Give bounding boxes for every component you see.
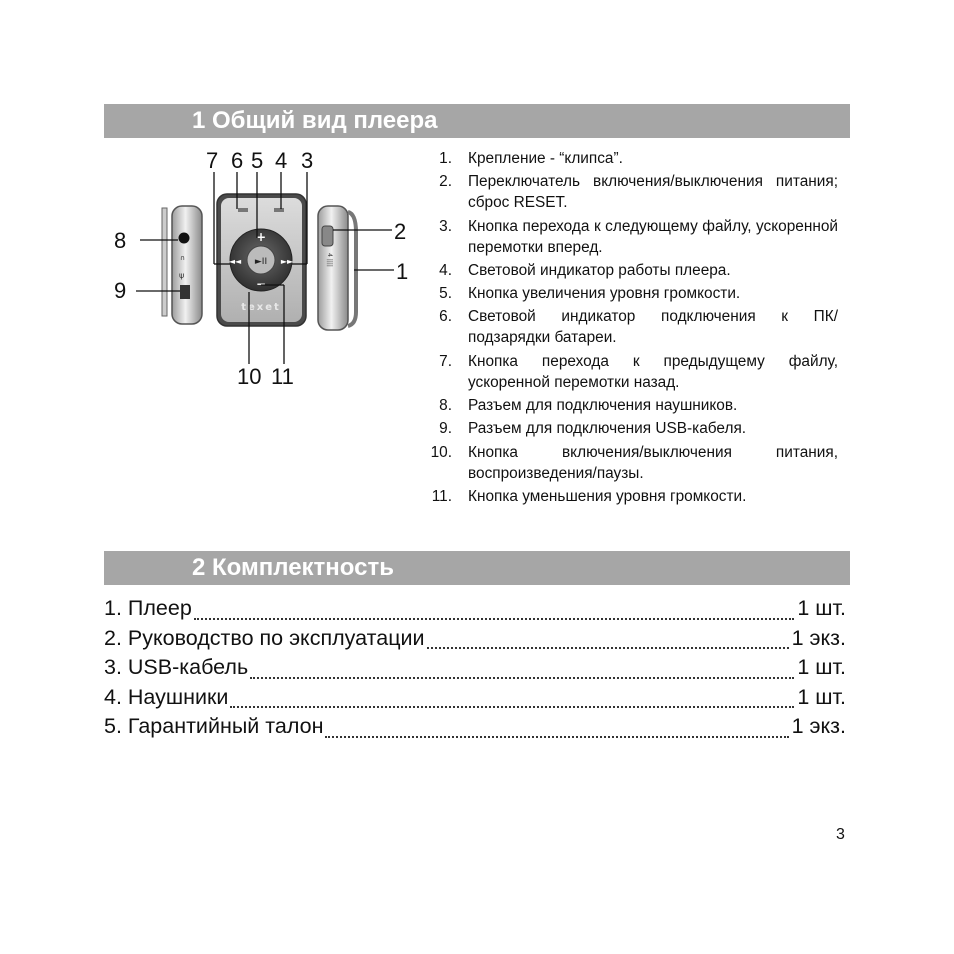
item-number: 6.: [439, 308, 452, 326]
item-text: Кнопка перехода к предыдущему файлу, ускоренной перемотки назад.: [468, 352, 838, 391]
section-header-overview: [104, 104, 850, 138]
item-text: Переключатель включения/выключения питания; сброс RESET.: [468, 173, 838, 212]
dot-leader: [194, 596, 795, 620]
component-item: [424, 351, 838, 393]
item-quantity: 1 шт.: [797, 684, 846, 709]
dot-leader: [427, 625, 789, 649]
package-contents-list: [104, 594, 846, 742]
callout-1: 1: [396, 259, 409, 284]
dot-leader: [250, 655, 794, 679]
svg-text:+: +: [255, 230, 267, 244]
component-item: [424, 486, 838, 507]
contents-item: [104, 712, 846, 742]
brand-logo: texet: [241, 302, 281, 313]
contents-item: [104, 653, 846, 683]
callout-5: 5: [251, 148, 264, 173]
callout-7: 7: [206, 148, 219, 173]
contents-item: [104, 624, 846, 654]
page-number: 3: [836, 826, 845, 843]
item-number: 8.: [439, 397, 452, 415]
item-number: 5.: [439, 285, 452, 303]
item-number: 7.: [439, 352, 452, 370]
dot-leader: [325, 714, 788, 738]
component-list: [424, 148, 838, 509]
pc-indicator: [238, 208, 248, 212]
contents-item: [104, 683, 846, 713]
item-label: 3. USB-кабель: [104, 655, 249, 679]
svg-text:ψ: ψ: [179, 271, 185, 280]
component-item: [424, 395, 838, 416]
callout-8: 8: [114, 228, 127, 253]
component-item: [424, 216, 838, 258]
section-header-contents: [104, 551, 850, 585]
callout-4: 4: [275, 148, 288, 173]
item-number: 1.: [439, 150, 452, 167]
item-label: 1. Плеер: [104, 596, 192, 620]
power-switch: [322, 226, 333, 246]
item-text: Кнопка перехода к следующему файлу, ускоренной перемотки вперед.: [468, 217, 838, 256]
component-item: [424, 283, 838, 304]
item-quantity: 1 экз.: [791, 714, 846, 738]
contents-item: [104, 594, 846, 624]
player-illustration: [104, 142, 420, 402]
item-label: 5. Гарантийный талон: [104, 714, 324, 738]
item-text: Кнопка увеличения уровня громкости.: [468, 285, 741, 303]
item-text: Световой индикатор работы плеера.: [468, 261, 731, 279]
component-item: [424, 260, 838, 281]
callout-11: 11: [271, 364, 294, 389]
section-title: 2 Комплектность: [192, 554, 394, 581]
item-number: 3.: [439, 217, 452, 235]
component-item: [424, 306, 838, 348]
item-text: Световой индикатор подключения к ПК/ подзарядки батареи.: [468, 308, 838, 347]
svg-text:►►: ►►: [280, 257, 294, 266]
section-title: 1 Общий вид плеера: [192, 107, 438, 134]
callout-10: 10: [237, 364, 262, 389]
callout-6: 6: [231, 148, 244, 173]
item-label: 2. Руководство по эксплуатации: [104, 625, 425, 650]
item-text: Кнопка уменьшения уровня громкости.: [468, 487, 747, 505]
item-number: 9.: [439, 420, 452, 438]
item-text: Крепление - “клипса”.: [468, 150, 623, 167]
dot-leader: [230, 684, 794, 708]
item-label: 4. Наушники: [104, 684, 229, 709]
item-number: 2.: [439, 173, 452, 191]
player-left-side: [162, 206, 202, 324]
usb-port: [180, 285, 190, 299]
item-text: Кнопка включения/выключения питания, воспроизведения/паузы.: [468, 443, 838, 482]
player-right-side: [318, 206, 356, 330]
svg-text:◄◄: ◄◄: [228, 257, 242, 266]
callout-3: 3: [301, 148, 314, 173]
svg-text:∩: ∩: [180, 254, 186, 262]
player-front: [217, 194, 306, 326]
callout-9: 9: [114, 278, 127, 303]
callout-2: 2: [394, 219, 407, 244]
component-item: [424, 442, 838, 484]
item-quantity: 1 шт.: [797, 655, 846, 679]
headphone-jack: [179, 233, 190, 244]
item-number: 11.: [431, 487, 452, 505]
component-item: [424, 418, 838, 439]
component-item: [424, 148, 838, 169]
player-drawing: [104, 142, 420, 402]
item-quantity: 1 экз.: [791, 625, 846, 650]
item-number: 4.: [439, 261, 452, 279]
item-text: Разъем для подключения USB-кабеля.: [468, 420, 747, 438]
side-label: 4 ||||: [326, 253, 333, 267]
svg-text:−: −: [255, 277, 267, 291]
work-indicator: [274, 208, 284, 212]
item-quantity: 1 шт.: [797, 596, 846, 620]
item-text: Разъем для подключения наушников.: [468, 397, 738, 415]
component-item: [424, 171, 838, 213]
svg-text:►II: ►II: [254, 257, 268, 267]
item-number: 10.: [430, 443, 452, 461]
